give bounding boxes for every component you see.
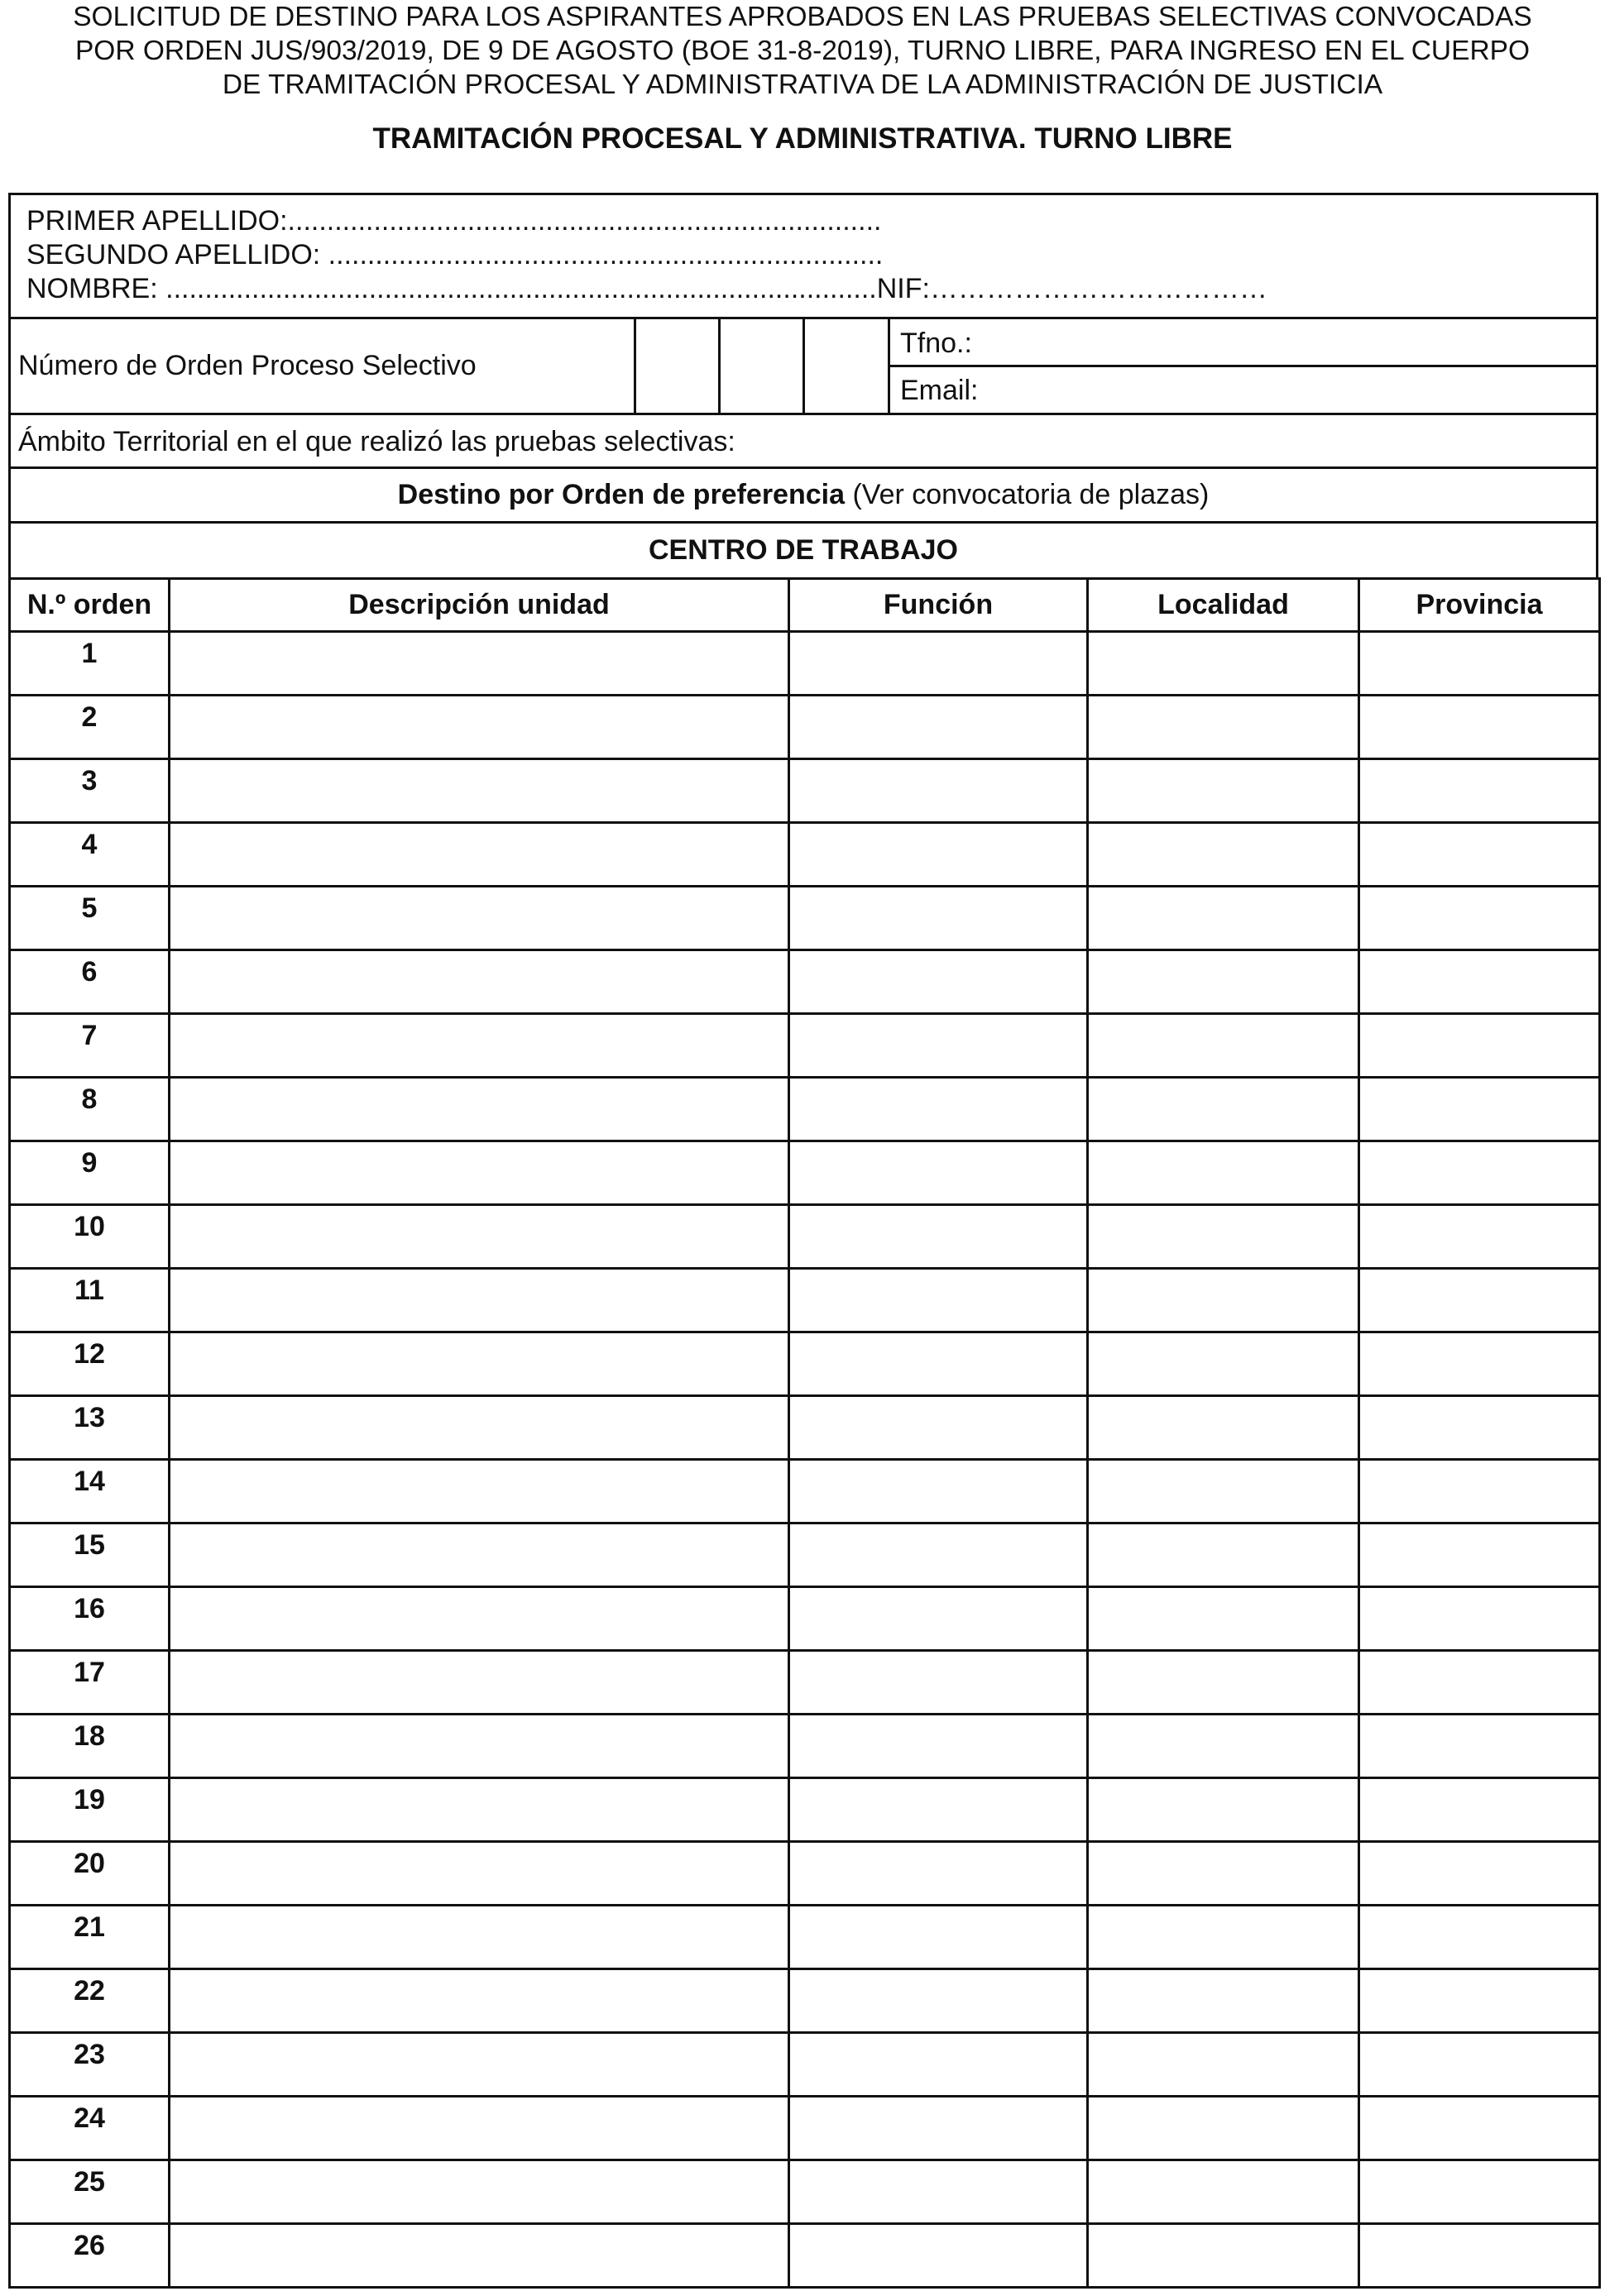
descripcion-unidad-cell[interactable] xyxy=(170,1715,789,1778)
localidad-cell[interactable] xyxy=(1088,1205,1359,1269)
localidad-cell[interactable] xyxy=(1088,887,1359,950)
row-number: 3 xyxy=(10,759,170,823)
descripcion-unidad-cell[interactable] xyxy=(170,823,789,887)
row-number: 9 xyxy=(10,1141,170,1205)
funcion-cell[interactable] xyxy=(789,823,1088,887)
row-number: 17 xyxy=(10,1651,170,1715)
provincia-cell[interactable] xyxy=(1359,1842,1600,1906)
email-field[interactable] xyxy=(993,371,1588,410)
form-title-line: DE TRAMITACIÓN PROCESAL Y ADMINISTRATIVA DE LA ADMINISTRACIÓN DE JUSTICIA xyxy=(222,69,1383,100)
row-number: 5 xyxy=(10,887,170,950)
provincia-cell[interactable] xyxy=(1359,759,1600,823)
descripcion-unidad-cell[interactable] xyxy=(170,1078,789,1141)
descripcion-unidad-cell[interactable] xyxy=(170,1014,789,1078)
row-number: 8 xyxy=(10,1078,170,1141)
descripcion-unidad-cell[interactable] xyxy=(170,2097,789,2160)
descripcion-unidad-cell[interactable] xyxy=(170,1969,789,2033)
localidad-cell[interactable] xyxy=(1088,823,1359,887)
provincia-cell[interactable] xyxy=(1359,1523,1600,1587)
column-header-descripcion: Descripción unidad xyxy=(170,579,789,632)
table-row xyxy=(10,1715,1600,1778)
descripcion-unidad-cell[interactable] xyxy=(170,950,789,1014)
row-number: 20 xyxy=(10,1842,170,1906)
table-row xyxy=(10,632,1600,696)
numero-orden-digit-box[interactable] xyxy=(636,319,718,413)
form-title xyxy=(17,0,1588,102)
provincia-cell[interactable] xyxy=(1359,1269,1600,1332)
table-row xyxy=(10,1906,1600,1969)
localidad-cell[interactable] xyxy=(1088,2033,1359,2097)
ambito-territorial-field[interactable] xyxy=(802,419,1588,463)
table-row xyxy=(10,1651,1600,1715)
row-number: 1 xyxy=(10,632,170,696)
descripcion-unidad-cell[interactable] xyxy=(170,1523,789,1587)
funcion-cell[interactable] xyxy=(789,1205,1088,1269)
localidad-cell[interactable] xyxy=(1088,2224,1359,2288)
segundo-apellido-field[interactable]: SEGUNDO APELLIDO: ....................................................................... xyxy=(26,239,884,270)
funcion-cell[interactable] xyxy=(789,1842,1088,1906)
table-row xyxy=(10,2033,1600,2097)
localidad-cell[interactable] xyxy=(1088,1778,1359,1842)
table-row xyxy=(10,696,1600,759)
funcion-cell[interactable] xyxy=(789,2097,1088,2160)
row-number: 12 xyxy=(10,1332,170,1396)
row-number: 16 xyxy=(10,1587,170,1651)
localidad-cell[interactable] xyxy=(1088,1078,1359,1141)
table-row xyxy=(10,823,1600,887)
provincia-cell[interactable] xyxy=(1359,1332,1600,1396)
row-number: 19 xyxy=(10,1778,170,1842)
nombre-nif-field[interactable]: NOMBRE: ...........................................................................................NIF:……………………………… xyxy=(26,273,1267,304)
funcion-cell[interactable] xyxy=(789,1141,1088,1205)
row-number: 24 xyxy=(10,2097,170,2160)
table-row xyxy=(10,1332,1600,1396)
table-row xyxy=(10,1014,1600,1078)
localidad-cell[interactable] xyxy=(1088,2160,1359,2224)
numero-orden-digit-box[interactable] xyxy=(805,319,888,413)
provincia-cell[interactable] xyxy=(1359,1396,1600,1460)
provincia-cell[interactable] xyxy=(1359,1651,1600,1715)
row-number: 23 xyxy=(10,2033,170,2097)
form-subtitle: TRAMITACIÓN PROCESAL Y ADMINISTRATIVA. TURNO LIBRE xyxy=(372,122,1233,155)
localidad-cell[interactable] xyxy=(1088,1651,1359,1715)
row-number: 18 xyxy=(10,1715,170,1778)
funcion-cell[interactable] xyxy=(789,1778,1088,1842)
tfno-field[interactable] xyxy=(993,323,1588,362)
provincia-cell[interactable] xyxy=(1359,1460,1600,1523)
row-number: 11 xyxy=(10,1269,170,1332)
descripcion-unidad-cell[interactable] xyxy=(170,1906,789,1969)
row-number: 13 xyxy=(10,1396,170,1460)
descripcion-unidad-cell[interactable] xyxy=(170,1778,789,1842)
descripcion-unidad-cell[interactable] xyxy=(170,2033,789,2097)
localidad-cell[interactable] xyxy=(1088,1523,1359,1587)
descripcion-unidad-cell[interactable] xyxy=(170,2224,789,2288)
row-number: 4 xyxy=(10,823,170,887)
table-row xyxy=(10,1205,1600,1269)
descripcion-unidad-cell[interactable] xyxy=(170,1587,789,1651)
descripcion-unidad-cell[interactable] xyxy=(170,887,789,950)
provincia-cell[interactable] xyxy=(1359,950,1600,1014)
table-row xyxy=(10,950,1600,1014)
table-header-row xyxy=(10,579,1600,632)
row-number: 21 xyxy=(10,1906,170,1969)
funcion-cell[interactable] xyxy=(789,1078,1088,1141)
funcion-cell[interactable] xyxy=(789,2160,1088,2224)
descripcion-unidad-cell[interactable] xyxy=(170,1651,789,1715)
table-row xyxy=(10,1587,1600,1651)
descripcion-unidad-cell[interactable] xyxy=(170,1396,789,1460)
localidad-cell[interactable] xyxy=(1088,950,1359,1014)
column-header-provincia: Provincia xyxy=(1359,579,1600,632)
descripcion-unidad-cell[interactable] xyxy=(170,1269,789,1332)
row-number: 14 xyxy=(10,1460,170,1523)
funcion-cell[interactable] xyxy=(789,1014,1088,1078)
descripcion-unidad-cell[interactable] xyxy=(170,2160,789,2224)
table-row xyxy=(10,2097,1600,2160)
provincia-cell[interactable] xyxy=(1359,2033,1600,2097)
provincia-cell[interactable] xyxy=(1359,632,1600,696)
table-row xyxy=(10,1269,1600,1332)
funcion-cell[interactable] xyxy=(789,1587,1088,1651)
descripcion-unidad-cell[interactable] xyxy=(170,1332,789,1396)
table-row xyxy=(10,887,1600,950)
email-label: Email: xyxy=(900,375,979,406)
localidad-cell[interactable] xyxy=(1088,1460,1359,1523)
descripcion-unidad-cell[interactable] xyxy=(170,696,789,759)
localidad-cell[interactable] xyxy=(1088,1842,1359,1906)
descripcion-unidad-cell[interactable] xyxy=(170,759,789,823)
row-number: 2 xyxy=(10,696,170,759)
row-number: 25 xyxy=(10,2160,170,2224)
table-row xyxy=(10,1523,1600,1587)
row-number: 15 xyxy=(10,1523,170,1587)
funcion-cell[interactable] xyxy=(789,1969,1088,2033)
numero-orden-label: Número de Orden Proceso Selectivo xyxy=(18,350,477,381)
destination-preference-table xyxy=(8,577,1601,2289)
funcion-cell[interactable] xyxy=(789,1523,1088,1587)
provincia-cell[interactable] xyxy=(1359,1969,1600,2033)
table-row xyxy=(10,1141,1600,1205)
funcion-cell[interactable] xyxy=(789,950,1088,1014)
localidad-cell[interactable] xyxy=(1088,1141,1359,1205)
localidad-cell[interactable] xyxy=(1088,1014,1359,1078)
provincia-cell[interactable] xyxy=(1359,2097,1600,2160)
table-row xyxy=(10,2160,1600,2224)
funcion-cell[interactable] xyxy=(789,1396,1088,1460)
table-row xyxy=(10,759,1600,823)
descripcion-unidad-cell[interactable] xyxy=(170,1842,789,1906)
form-title-line: SOLICITUD DE DESTINO PARA LOS ASPIRANTES APROBADOS EN LAS PRUEBAS SELECTIVAS CONVOCADAS xyxy=(73,2,1532,32)
table-row xyxy=(10,1460,1600,1523)
funcion-cell[interactable] xyxy=(789,1332,1088,1396)
provincia-cell[interactable] xyxy=(1359,1205,1600,1269)
provincia-cell[interactable] xyxy=(1359,1778,1600,1842)
provincia-cell[interactable] xyxy=(1359,1078,1600,1141)
funcion-cell[interactable] xyxy=(789,632,1088,696)
table-row xyxy=(10,1078,1600,1141)
numero-orden-digit-box[interactable] xyxy=(721,319,802,413)
descripcion-unidad-cell[interactable] xyxy=(170,1460,789,1523)
localidad-cell[interactable] xyxy=(1088,1969,1359,2033)
descripcion-unidad-cell[interactable] xyxy=(170,632,789,696)
table-row xyxy=(10,1396,1600,1460)
funcion-cell[interactable] xyxy=(789,1460,1088,1523)
funcion-cell[interactable] xyxy=(789,1651,1088,1715)
provincia-cell[interactable] xyxy=(1359,1141,1600,1205)
funcion-cell[interactable] xyxy=(789,1269,1088,1332)
funcion-cell[interactable] xyxy=(789,887,1088,950)
localidad-cell[interactable] xyxy=(1088,1715,1359,1778)
provincia-cell[interactable] xyxy=(1359,1906,1600,1969)
provincia-cell[interactable] xyxy=(1359,823,1600,887)
provincia-cell[interactable] xyxy=(1359,1715,1600,1778)
funcion-cell[interactable] xyxy=(789,2224,1088,2288)
localidad-cell[interactable] xyxy=(1088,696,1359,759)
localidad-cell[interactable] xyxy=(1088,1587,1359,1651)
column-header-orden: N.º orden xyxy=(10,579,170,632)
funcion-cell[interactable] xyxy=(789,696,1088,759)
table-row xyxy=(10,1778,1600,1842)
funcion-cell[interactable] xyxy=(789,2033,1088,2097)
funcion-cell[interactable] xyxy=(789,759,1088,823)
row-number: 6 xyxy=(10,950,170,1014)
localidad-cell[interactable] xyxy=(1088,1906,1359,1969)
provincia-cell[interactable] xyxy=(1359,887,1600,950)
localidad-cell[interactable] xyxy=(1088,759,1359,823)
localidad-cell[interactable] xyxy=(1088,1396,1359,1460)
table-row xyxy=(10,1842,1600,1906)
ambito-territorial-label: Ámbito Territorial en el que realizó las pruebas selectivas: xyxy=(18,426,735,457)
row-number: 26 xyxy=(10,2224,170,2288)
funcion-cell[interactable] xyxy=(789,1715,1088,1778)
column-header-localidad: Localidad xyxy=(1088,579,1359,632)
row-number: 7 xyxy=(10,1014,170,1078)
destino-heading-note: (Ver convocatoria de plazas) xyxy=(845,479,1210,510)
table-row xyxy=(10,2224,1600,2288)
provincia-cell[interactable] xyxy=(1359,2224,1600,2288)
localidad-cell[interactable] xyxy=(1088,2097,1359,2160)
descripcion-unidad-cell[interactable] xyxy=(170,1205,789,1269)
destino-heading-bold: Destino por Orden de preferencia xyxy=(397,479,845,510)
provincia-cell[interactable] xyxy=(1359,2160,1600,2224)
tfno-label: Tfno.: xyxy=(900,328,972,359)
column-header-funcion: Función xyxy=(789,579,1088,632)
provincia-cell[interactable] xyxy=(1359,1587,1600,1651)
descripcion-unidad-cell[interactable] xyxy=(170,1141,789,1205)
localidad-cell[interactable] xyxy=(1088,1269,1359,1332)
localidad-cell[interactable] xyxy=(1088,632,1359,696)
table-row xyxy=(10,1969,1600,2033)
primer-apellido-field[interactable]: PRIMER APELLIDO:............................................................................ xyxy=(26,205,882,237)
row-number: 22 xyxy=(10,1969,170,2033)
form-title-line: POR ORDEN JUS/903/2019, DE 9 DE AGOSTO (BOE 31-8-2019), TURNO LIBRE, PARA INGRESO EN EL CUERPO xyxy=(74,36,1531,66)
funcion-cell[interactable] xyxy=(789,1906,1088,1969)
provincia-cell[interactable] xyxy=(1359,1014,1600,1078)
provincia-cell[interactable] xyxy=(1359,696,1600,759)
destino-heading xyxy=(11,469,1596,521)
centro-de-trabajo-heading: CENTRO DE TRABAJO xyxy=(648,534,959,566)
localidad-cell[interactable] xyxy=(1088,1332,1359,1396)
row-number: 10 xyxy=(10,1205,170,1269)
